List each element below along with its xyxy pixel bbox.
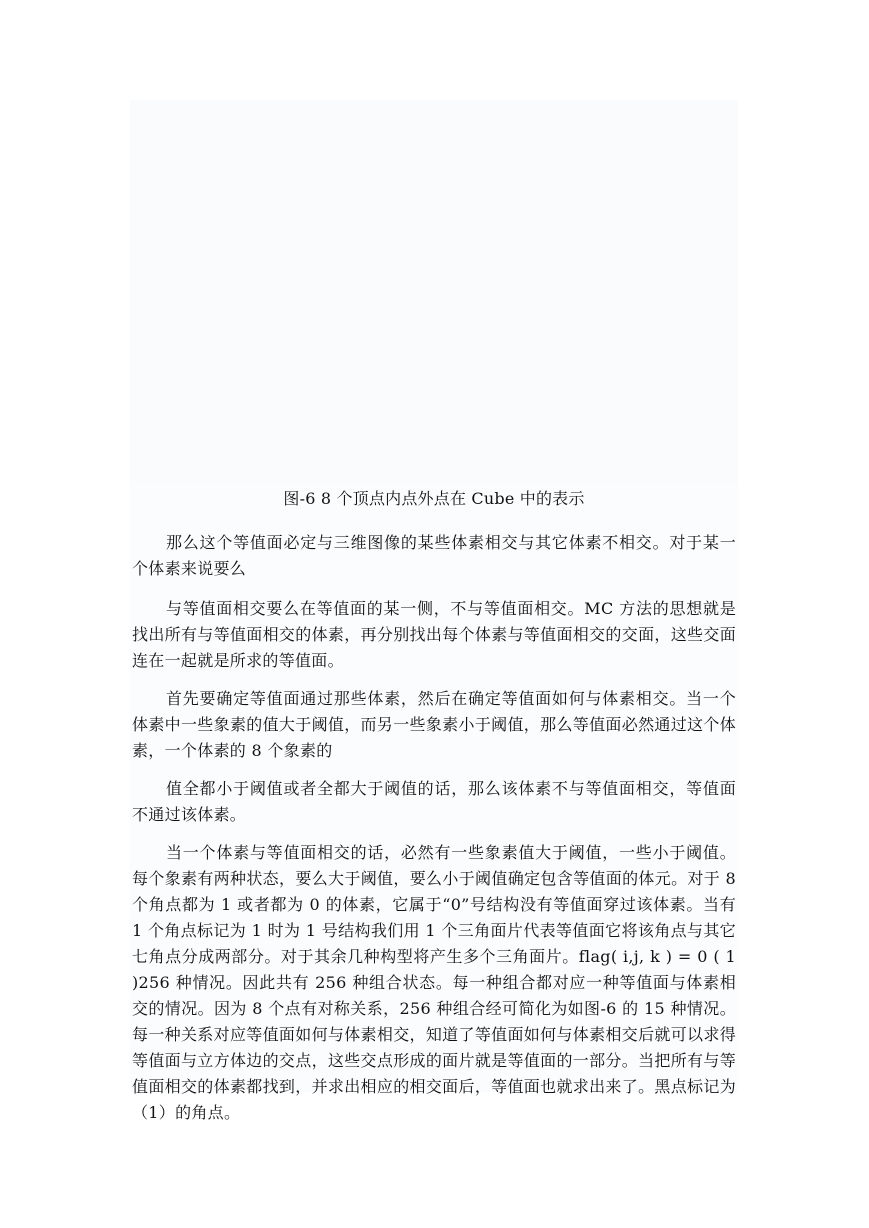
figure-caption: 图-6 8 个顶点内点外点在 Cube 中的表示 — [283, 489, 585, 508]
figure-image-area — [130, 100, 738, 482]
paragraph-4: 值全都小于阈值或者全都大于阈值的话，那么该体素不与等值面相交，等值面不通过该体素。 — [132, 779, 736, 824]
paragraph-1: 那么这个等值面必定与三维图像的某些体素相交与其它体素不相交。对于某一个体素来说要么 — [132, 533, 736, 578]
paragraph-3: 首先要确定等值面通过那些体素，然后在确定等值面如何与体素相交。当一个体素中一些象素的值大于阈值，而另一些象素小于阈值，那么等值面必然通过这个体素，一个体素的 8 个象素的 — [132, 689, 736, 760]
paragraph-2: 与等值面相交要么在等值面的某一侧，不与等值面相交。MC 方法的思想就是找出所有与等值面相交的体素，再分别找出每个体素与等值面相交的交面，这些交面连在一起就是所求的等值面。 — [132, 599, 736, 670]
paragraph-5: 当一个体素与等值面相交的话，必然有一些象素值大于阈值，一些小于阈值。每个象素有两种状态，要么大于阈值，要么小于阈值确定包含等值面的体元。对于 8 个角点都为 1 或者都为 0 的体素，它属于“0”号结构没有等值面穿过该体素。当有 1 个角点标记为 1 时为 1 号结构我们用 1 个三角面片代表等值面它将该角点与其它七角点分成两部分。对于其余几种构型将产生多个三角面片。flag( i,j, k ) = 0 ( 1 )256 种情况。因此共有 256 种组合状态。每一种组合都对应一种等值面与体素相交的情况。因为 8 个点有对称关系，256 种组合经可简化为如图-6 的 15 种情况。每一种关系对应等值面如何与体素相交，知道了等值面如何与体素相交后就可以求得等值面与立方体边的交点，这些交点形成的面片就是等值面的一部分。当把所有与等值面相交的体素都找到，并求出相应的相交面后，等值面也就求出来了。黑点标记为（1）的角点。 — [132, 843, 736, 1122]
document-page — [130, 100, 738, 1122]
